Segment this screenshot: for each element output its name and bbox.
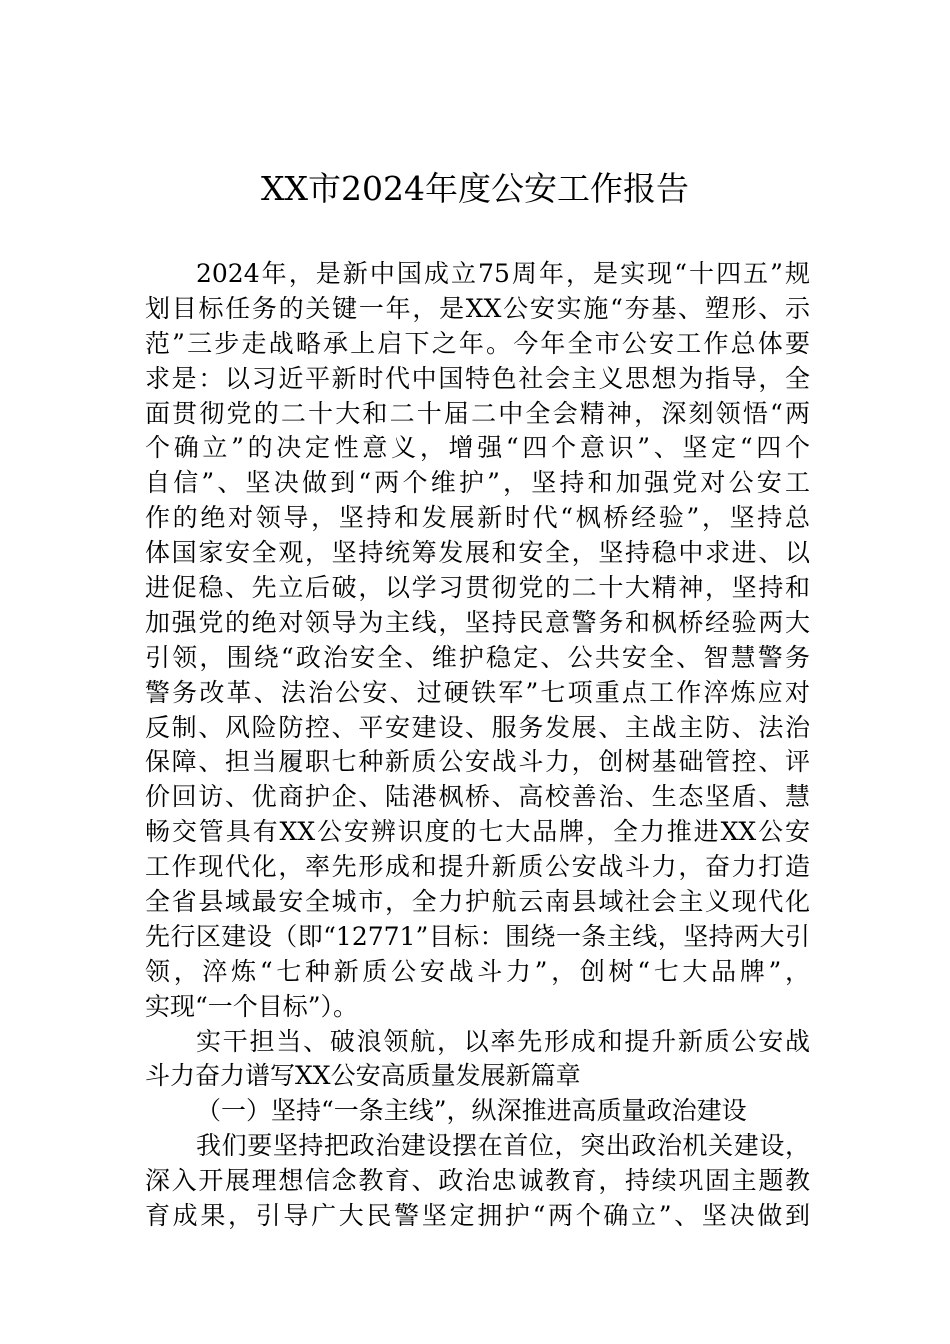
paragraph-line: 进促稳、先立后破，以学习贯彻党的二十大精神，坚持和 — [145, 573, 810, 603]
paragraph-line: 加强党的绝对领导为主线，坚持民意警务和枫桥经验两大 — [145, 607, 810, 637]
paragraph-line: 反制、风险防控、平安建设、服务发展、主战主防、法治 — [145, 712, 810, 742]
paragraph-line: 全省县域最安全城市，全力护航云南县域社会主义现代化 — [145, 887, 810, 917]
paragraph-line: 2024年，是新中国成立75周年，是实现“十四五”规 — [196, 259, 810, 288]
paragraph-line: 工作现代化，率先形成和提升新质公安战斗力，奋力打造 — [145, 852, 810, 882]
paragraph-line: 价回访、优商护企、陆港枫桥、高校善治、生态坚盾、慧 — [145, 782, 810, 812]
paragraph-line: 划目标任务的关键一年，是XX公安实施“夯基、塑形、示 — [145, 293, 810, 323]
document-body — [145, 257, 810, 1234]
subsection-heading: （一）坚持“一条主线”，纵深推进高质量政治建设 — [196, 1096, 747, 1126]
paragraph-line: 范”三步走战略承上启下之年。今年全市公安工作总体要 — [145, 328, 810, 358]
paragraph-line: 育成果，引导广大民警坚定拥护“两个确立”、坚决做到 — [145, 1201, 810, 1231]
paragraph-line: 个确立”的决定性意义，增强“四个意识”、坚定“四个 — [145, 433, 810, 463]
paragraph-line: 作的绝对领导，坚持和发展新时代“枫桥经验”，坚持总 — [145, 503, 810, 533]
section-heading-line: 斗力奋力谱写XX公安高质量发展新篇章 — [145, 1061, 581, 1091]
paragraph-line: 我们要坚持把政治建设摆在首位，突出政治机关建设， — [196, 1131, 810, 1161]
document-title: XX市2024年度公安工作报告 — [261, 169, 689, 208]
paragraph-line: 体国家安全观，坚持统筹发展和安全，坚持稳中求进、以 — [145, 538, 810, 568]
paragraph-line: 引领，围绕“政治安全、维护稳定、公共安全、智慧警务 — [145, 642, 810, 672]
paragraph-line: 实现“一个目标”）。 — [145, 991, 359, 1021]
paragraph-line: 保障、担当履职七种新质公安战斗力，创树基础管控、评 — [145, 747, 810, 777]
paragraph-line: 面贯彻党的二十大和二十届二中全会精神，深刻领悟“两 — [145, 398, 810, 428]
paragraph-line: 警务改革、法治公安、过硬铁军”七项重点工作淬炼应对 — [145, 677, 810, 707]
paragraph-line: 领，淬炼“七种新质公安战斗力”，创树“七大品牌”， — [145, 956, 810, 986]
paragraph-line: 畅交管具有XX公安辨识度的七大品牌，全力推进XX公安 — [145, 817, 810, 847]
paragraph-line: 自信”、坚决做到“两个维护”，坚持和加强党对公安工 — [145, 468, 810, 498]
paragraph-line: 深入开展理想信念教育、政治忠诚教育，持续巩固主题教 — [145, 1166, 810, 1196]
paragraph-line: 先行区建设（即“12771”目标：围绕一条主线，坚持两大引 — [145, 921, 810, 951]
paragraph-line: 求是：以习近平新时代中国特色社会主义思想为指导，全 — [145, 363, 810, 393]
section-heading-line: 实干担当、破浪领航，以率先形成和提升新质公安战 — [196, 1026, 810, 1056]
